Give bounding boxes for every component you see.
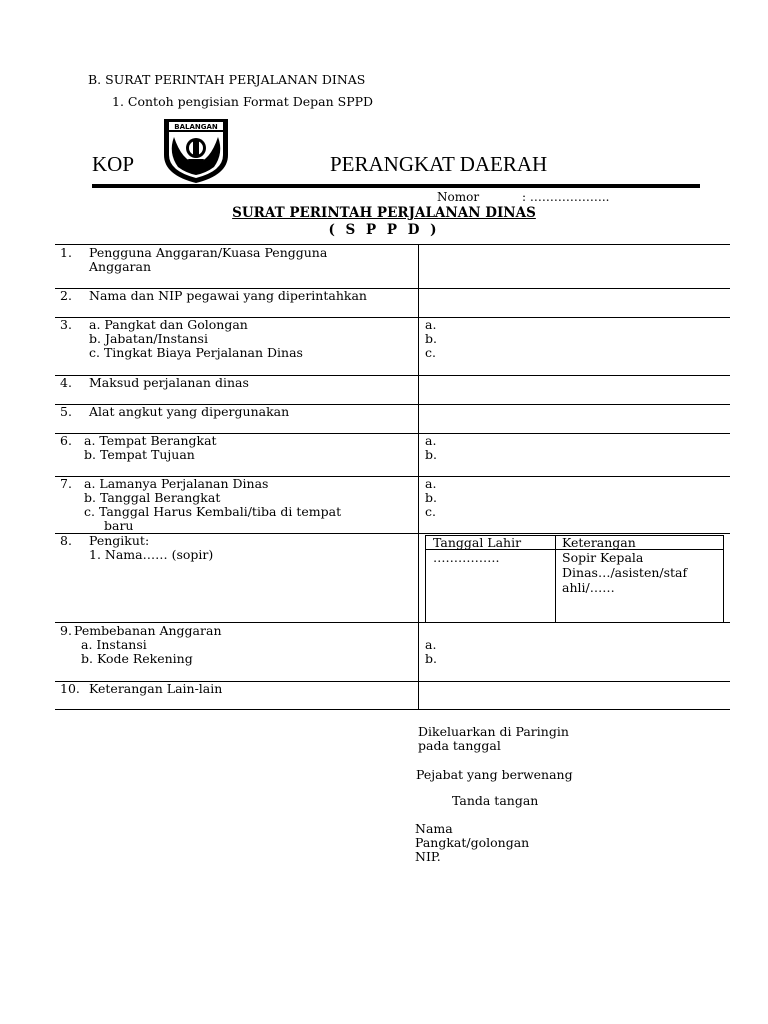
pengikut-header-tanggal: Tanggal Lahir	[433, 535, 522, 550]
pengikut-divider	[555, 535, 556, 622]
row-value: b.	[425, 447, 437, 462]
document-title: SURAT PERINTAH PERJALANAN DINAS	[232, 205, 536, 221]
nomor-value: : ………………..	[522, 190, 610, 204]
row-value: b.	[425, 331, 437, 346]
row-label: b. Tempat Tujuan	[84, 447, 195, 462]
row-value: a.	[425, 476, 437, 491]
row-label: Pembebanan Anggaran	[74, 623, 222, 638]
row-label: a. Tempat Berangkat	[84, 433, 217, 448]
table-line	[55, 709, 730, 710]
pengikut-cell-tanggal: …………….	[433, 550, 500, 565]
row-label: b. Kode Rekening	[81, 651, 193, 666]
row-number: 1.	[60, 245, 72, 260]
signer-name: Nama	[415, 821, 453, 836]
row-label: Nama dan NIP pegawai yang diperintahkan	[89, 288, 367, 303]
row-label: a. Instansi	[81, 637, 147, 652]
row-value: c.	[425, 504, 436, 519]
document-subtitle: ( S P P D )	[328, 222, 440, 238]
row-number: 9.	[60, 623, 72, 638]
logo-text: BALANGAN	[174, 123, 218, 131]
row-label: Anggaran	[89, 259, 152, 274]
row-number: 8.	[60, 533, 72, 548]
section-heading: B. SURAT PERINTAH PERJALANAN DINAS	[88, 72, 366, 87]
row-label: Keterangan Lain-lain	[89, 681, 223, 696]
row-value: c.	[425, 345, 436, 360]
row-label: Pengikut:	[89, 533, 150, 548]
pengikut-cell-keterangan: Sopir Kepala	[562, 550, 644, 565]
row-value: a.	[425, 433, 437, 448]
row-label: c. Tingkat Biaya Perjalanan Dinas	[89, 345, 303, 360]
row-value: a.	[425, 637, 437, 652]
kop-label: KOP	[92, 152, 135, 176]
nomor-label: Nomor	[437, 190, 480, 204]
row-label: b. Jabatan/Instansi	[89, 331, 208, 346]
signature-label: Tanda tangan	[452, 793, 539, 808]
row-label: b. Tanggal Berangkat	[84, 490, 221, 505]
row-value: b.	[425, 490, 437, 505]
row-label: 1. Nama…… (sopir)	[89, 547, 214, 562]
row-number: 3.	[60, 317, 72, 332]
pengikut-cell-keterangan: ahli/……	[562, 580, 615, 595]
org-name: PERANGKAT DAERAH	[330, 152, 548, 176]
pengikut-cell-keterangan: Dinas…/asisten/staf	[562, 565, 688, 580]
row-label: a. Pangkat dan Golongan	[89, 317, 248, 332]
row-number: 5.	[60, 404, 72, 419]
pengikut-header-keterangan: Keterangan	[562, 535, 636, 550]
row-label: a. Lamanya Perjalanan Dinas	[84, 476, 269, 491]
row-number: 2.	[60, 288, 72, 303]
row-label: Alat angkut yang dipergunakan	[89, 404, 290, 419]
issued-place: Dikeluarkan di Paringin	[418, 724, 569, 739]
row-number: 6.	[60, 433, 72, 448]
row-value: b.	[425, 651, 437, 666]
signer-nip: NIP.	[415, 849, 441, 864]
row-value: a.	[425, 317, 437, 332]
row-number: 4.	[60, 375, 72, 390]
row-number: 10.	[60, 681, 80, 696]
row-number: 7.	[60, 476, 72, 491]
letterhead-rule	[92, 184, 700, 188]
row-label: c. Tanggal Harus Kembali/tiba di tempat	[84, 504, 342, 519]
signer-rank: Pangkat/golongan	[415, 835, 530, 850]
table-line	[55, 533, 730, 534]
regional-logo	[160, 115, 232, 185]
row-label: Maksud perjalanan dinas	[89, 375, 249, 390]
subsection-heading: 1. Contoh pengisian Format Depan SPPD	[112, 94, 374, 109]
row-label: Pengguna Anggaran/Kuasa Pengguna	[89, 245, 328, 260]
issued-date: pada tanggal	[418, 738, 501, 753]
row-label: baru	[104, 518, 134, 533]
authorized-official: Pejabat yang berwenang	[416, 767, 573, 782]
table-divider	[418, 244, 419, 709]
